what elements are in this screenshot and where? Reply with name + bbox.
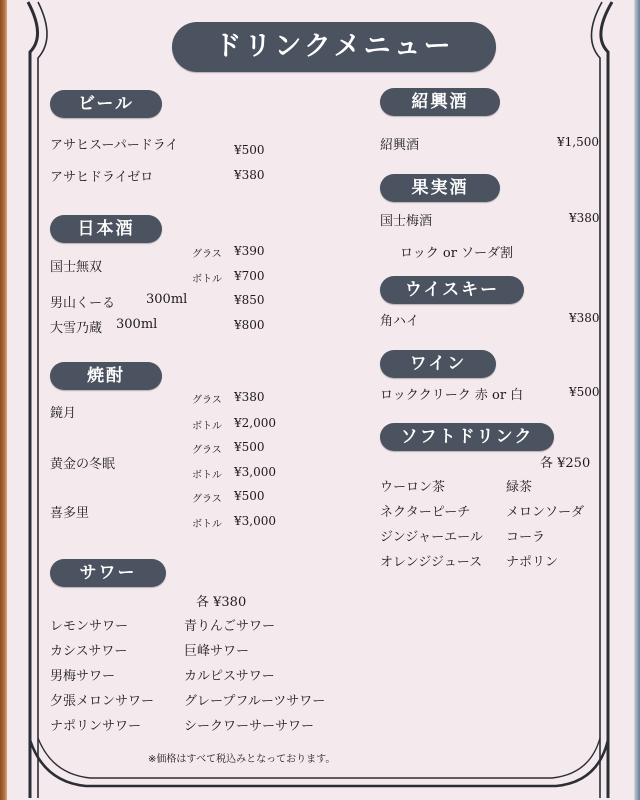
section-header-sake: 日本酒 <box>50 215 162 243</box>
section-header-shochu: 焼酎 <box>50 362 162 390</box>
beer-item-price: ¥380 <box>234 168 265 182</box>
glass-price: ¥500 <box>234 440 265 454</box>
sour-item: シークワーサーサワー <box>184 719 315 734</box>
soft-drink-item: 緑茶 <box>506 480 533 495</box>
whisky-item-name: 角ハイ <box>380 314 420 329</box>
soft-drink-item: ウーロン茶 <box>380 480 446 495</box>
glass-price: ¥500 <box>234 489 265 503</box>
bottle-price: ¥3,000 <box>234 514 276 528</box>
sour-item: カシスサワー <box>50 644 128 659</box>
bottle-label: ボトル <box>192 274 222 285</box>
shaoxing-item-name: 紹興酒 <box>380 138 420 153</box>
section-header-soft-drinks: ソフトドリンク <box>380 423 554 451</box>
section-header-fruit-liquor: 果実酒 <box>380 174 500 202</box>
sour-item: カルピスサワー <box>184 669 275 684</box>
beer-item-name: アサヒドライゼロ <box>50 170 154 185</box>
tax-footnote: ※価格はすべて税込みとなっております。 <box>148 754 336 765</box>
sour-item: グレープフルーツサワー <box>184 694 326 709</box>
bottle-price: ¥700 <box>234 269 265 283</box>
glass-label: グラス <box>192 494 222 505</box>
shochu-item-name: 鏡月 <box>50 406 77 421</box>
section-header-shaoxing: 紹興酒 <box>380 88 500 116</box>
wine-item-price: ¥500 <box>569 385 600 399</box>
sour-item: 男梅サワー <box>50 669 116 684</box>
shaoxing-item-price: ¥1,500 <box>557 135 599 149</box>
glass-label: グラス <box>192 445 222 456</box>
whisky-item-price: ¥380 <box>569 311 600 325</box>
sour-item: ナポリンサワー <box>50 719 142 734</box>
fruit-item-price: ¥380 <box>569 211 600 225</box>
sake-item-price: ¥800 <box>234 318 265 332</box>
sake-item-name: 国士無双 <box>50 260 103 275</box>
wine-item-name: ロッククリーク 赤 or 白 <box>380 388 524 403</box>
sour-item: 夕張メロンサワー <box>50 694 155 709</box>
section-header-whisky: ウイスキー <box>380 276 524 304</box>
sour-item: レモンサワー <box>50 619 129 634</box>
bottle-label: ボトル <box>192 470 222 481</box>
glass-label: グラス <box>192 249 222 260</box>
bottle-price: ¥2,000 <box>234 416 276 430</box>
bottle-label: ボトル <box>192 519 222 530</box>
soft-price-note: 各 ¥250 <box>540 456 591 471</box>
page-title: ドリンクメニュー <box>172 22 496 72</box>
section-header-sour: サワー <box>50 559 166 587</box>
sake-item-price: ¥850 <box>234 293 265 307</box>
glass-label: グラス <box>192 395 222 406</box>
beer-item-price: ¥500 <box>234 143 265 157</box>
sake-item-size: 300ml <box>146 292 188 307</box>
soft-drink-item: オレンジジュース <box>380 555 483 570</box>
fruit-item-name: 国士梅酒 <box>380 214 433 229</box>
sake-item-name: 男山くーる <box>50 296 116 311</box>
section-header-beer: ビール <box>50 90 162 118</box>
sake-item-size: 300ml <box>116 317 158 332</box>
soft-drink-item: ナポリン <box>506 555 559 570</box>
bottle-price: ¥3,000 <box>234 465 276 479</box>
glass-price: ¥390 <box>234 244 265 258</box>
shochu-item-name: 黄金の冬眠 <box>50 457 116 472</box>
glass-price: ¥380 <box>234 390 265 404</box>
sour-item: 青りんごサワー <box>184 619 276 634</box>
soft-drink-item: ネクターピーチ <box>380 505 471 520</box>
fruit-style-note: ロック or ソーダ割 <box>400 246 514 261</box>
sake-item-name: 大雪乃蔵 <box>50 321 103 336</box>
shochu-item-name: 喜多里 <box>50 506 90 521</box>
soft-drink-item: メロンソーダ <box>506 505 585 520</box>
bottle-label: ボトル <box>192 421 222 432</box>
beer-item-name: アサヒスーパードライ <box>50 138 179 153</box>
soft-drink-item: コーラ <box>506 530 546 545</box>
sour-item: 巨峰サワー <box>184 644 250 659</box>
sour-price-note: 各 ¥380 <box>196 595 247 610</box>
soft-drink-item: ジンジャーエール <box>380 530 483 545</box>
section-header-wine: ワイン <box>380 350 496 378</box>
